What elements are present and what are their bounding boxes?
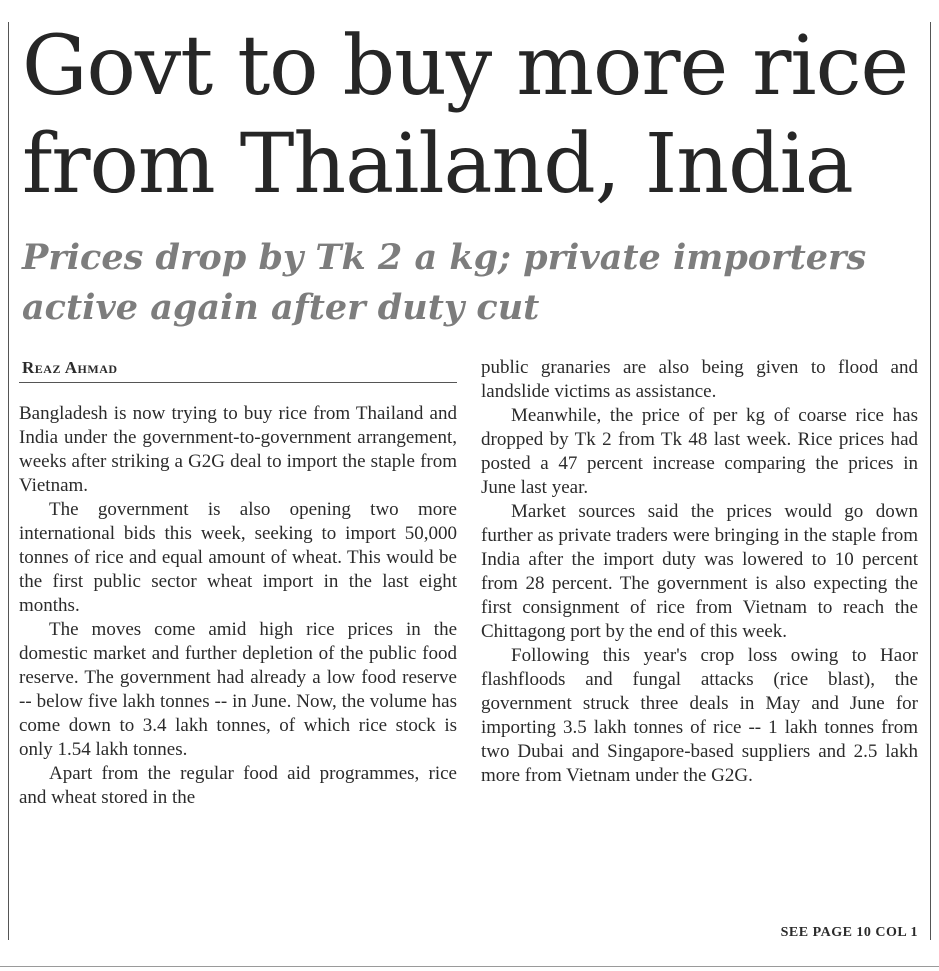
- left-column-rule: [8, 22, 9, 940]
- right-column-rule: [930, 22, 931, 940]
- headline: [22, 18, 922, 214]
- headline-line-1: Govt to buy more rice: [22, 19, 909, 114]
- subhead-line-1: Prices drop by Tk 2 a kg; private importers: [22, 237, 867, 278]
- article-column-left: [19, 402, 457, 810]
- byline: Reaz Ahmad: [22, 358, 118, 377]
- subhead-line-2: active again after duty cut: [22, 287, 540, 328]
- paragraph: Bangladesh is now trying to buy rice from Thailand and India under the government-to-government arrangement, weeks after striking a G2G deal to import the staple from Vietnam.: [19, 403, 457, 496]
- paragraph: Following this year's crop loss owing to Haor flashfloods and fungal attacks (rice blast), the government struck three deals in May and June for importing 3.5 lakh tonnes of rice -- 1 lakh tonnes from two Dubai and Singapore-based suppliers and 2.5 lakh more from Vietnam under the G2G.: [481, 645, 918, 786]
- paragraph: Apart from the regular food aid programmes, rice and wheat stored in the: [19, 763, 457, 808]
- paragraph: The government is also opening two more international bids this week, seeking to import 50,000 tonnes of rice and equal amount of wheat. This would be the first public sector wheat import in the last eight months.: [19, 499, 457, 616]
- paragraph: The moves come amid high rice prices in the domestic market and further depletion of the public food reserve. The government had already a low food reserve -- below five lakh tonnes -- in June. Now, the volume has come down to 3.4 lakh tonnes, of which rice stock is only 1.54 lakh tonnes.: [19, 619, 457, 760]
- jump-line[interactable]: SEE PAGE 10 COL 1: [780, 925, 918, 940]
- headline-line-2: from Thailand, India: [22, 117, 853, 212]
- article-column-right: [481, 356, 918, 788]
- paragraph: public granaries are also being given to flood and landslide victims as assistance.: [481, 357, 918, 402]
- byline-rule: [19, 382, 457, 383]
- bottom-rule: [0, 966, 939, 967]
- paragraph: Market sources said the prices would go down further as private traders were bringing in the staple from India after the import duty was lowered to 10 percent from 28 percent. The government is also expecting the first consignment of rice from Vietnam to reach the Chittagong port by the end of this week.: [481, 501, 918, 642]
- subheadline: [22, 233, 922, 333]
- paragraph: Meanwhile, the price of per kg of coarse rice has dropped by Tk 2 from Tk 48 last week. Rice prices had posted a 47 percent increase comparing the prices in June last year.: [481, 405, 918, 498]
